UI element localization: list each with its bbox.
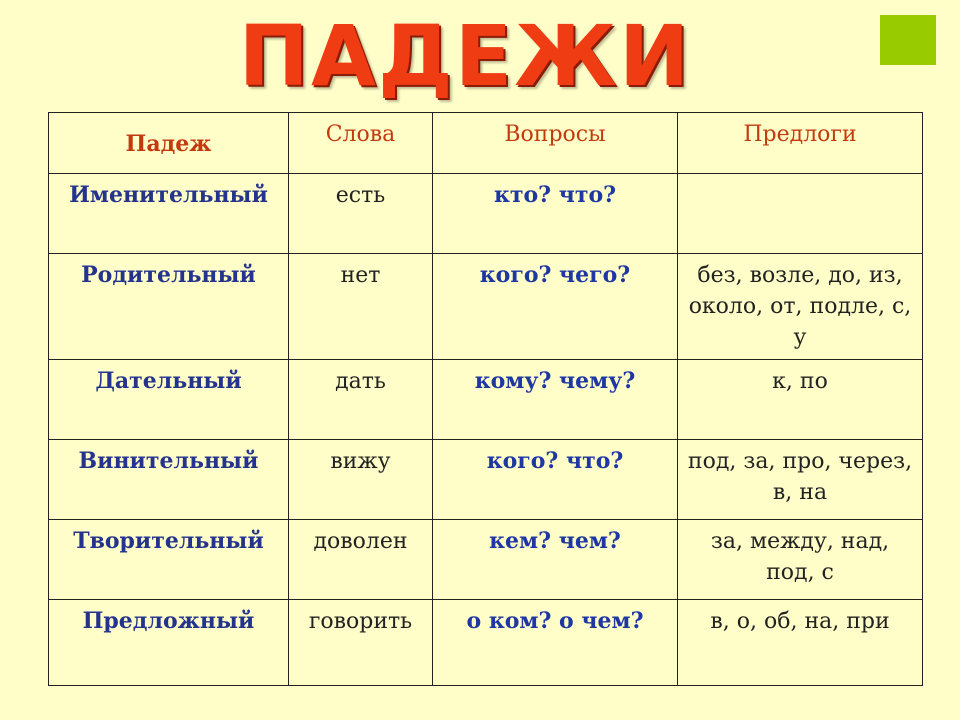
case-name: Предложный — [49, 600, 289, 686]
case-name: Дательный — [49, 360, 289, 440]
case-word: дать — [289, 360, 433, 440]
case-word: говорить — [289, 600, 433, 686]
accent-square — [880, 15, 936, 65]
case-prepositions: под, за, про, через, в, на — [678, 440, 923, 520]
case-prepositions: без, возле, до, из, около, от, подле, с, у — [678, 254, 923, 360]
case-word: вижу — [289, 440, 433, 520]
table-header-row — [49, 113, 923, 174]
table-row — [49, 520, 923, 600]
header-case: Падеж — [49, 113, 289, 174]
case-prepositions: к, по — [678, 360, 923, 440]
page-title: ПАДЕЖИ — [238, 7, 692, 105]
case-word: доволен — [289, 520, 433, 600]
header-prepositions: Предлоги — [678, 113, 923, 174]
case-question: кого? чего? — [433, 254, 678, 360]
case-question: кем? чем? — [433, 520, 678, 600]
case-prepositions: в, о, об, на, при — [678, 600, 923, 686]
case-prepositions — [678, 174, 923, 254]
case-word: есть — [289, 174, 433, 254]
case-question: кому? чему? — [433, 360, 678, 440]
case-question: кого? что? — [433, 440, 678, 520]
cases-table — [48, 112, 923, 686]
case-question: кто? что? — [433, 174, 678, 254]
case-name: Творительный — [49, 520, 289, 600]
table-row — [49, 360, 923, 440]
case-name: Винительный — [49, 440, 289, 520]
table-row — [49, 174, 923, 254]
table-row — [49, 254, 923, 360]
case-name: Родительный — [49, 254, 289, 360]
header-questions: Вопросы — [433, 113, 678, 174]
case-word: нет — [289, 254, 433, 360]
case-name: Именительный — [49, 174, 289, 254]
header-words: Слова — [289, 113, 433, 174]
case-question: о ком? о чем? — [433, 600, 678, 686]
case-prepositions: за, между, над, под, с — [678, 520, 923, 600]
table-row — [49, 440, 923, 520]
table-row — [49, 600, 923, 686]
